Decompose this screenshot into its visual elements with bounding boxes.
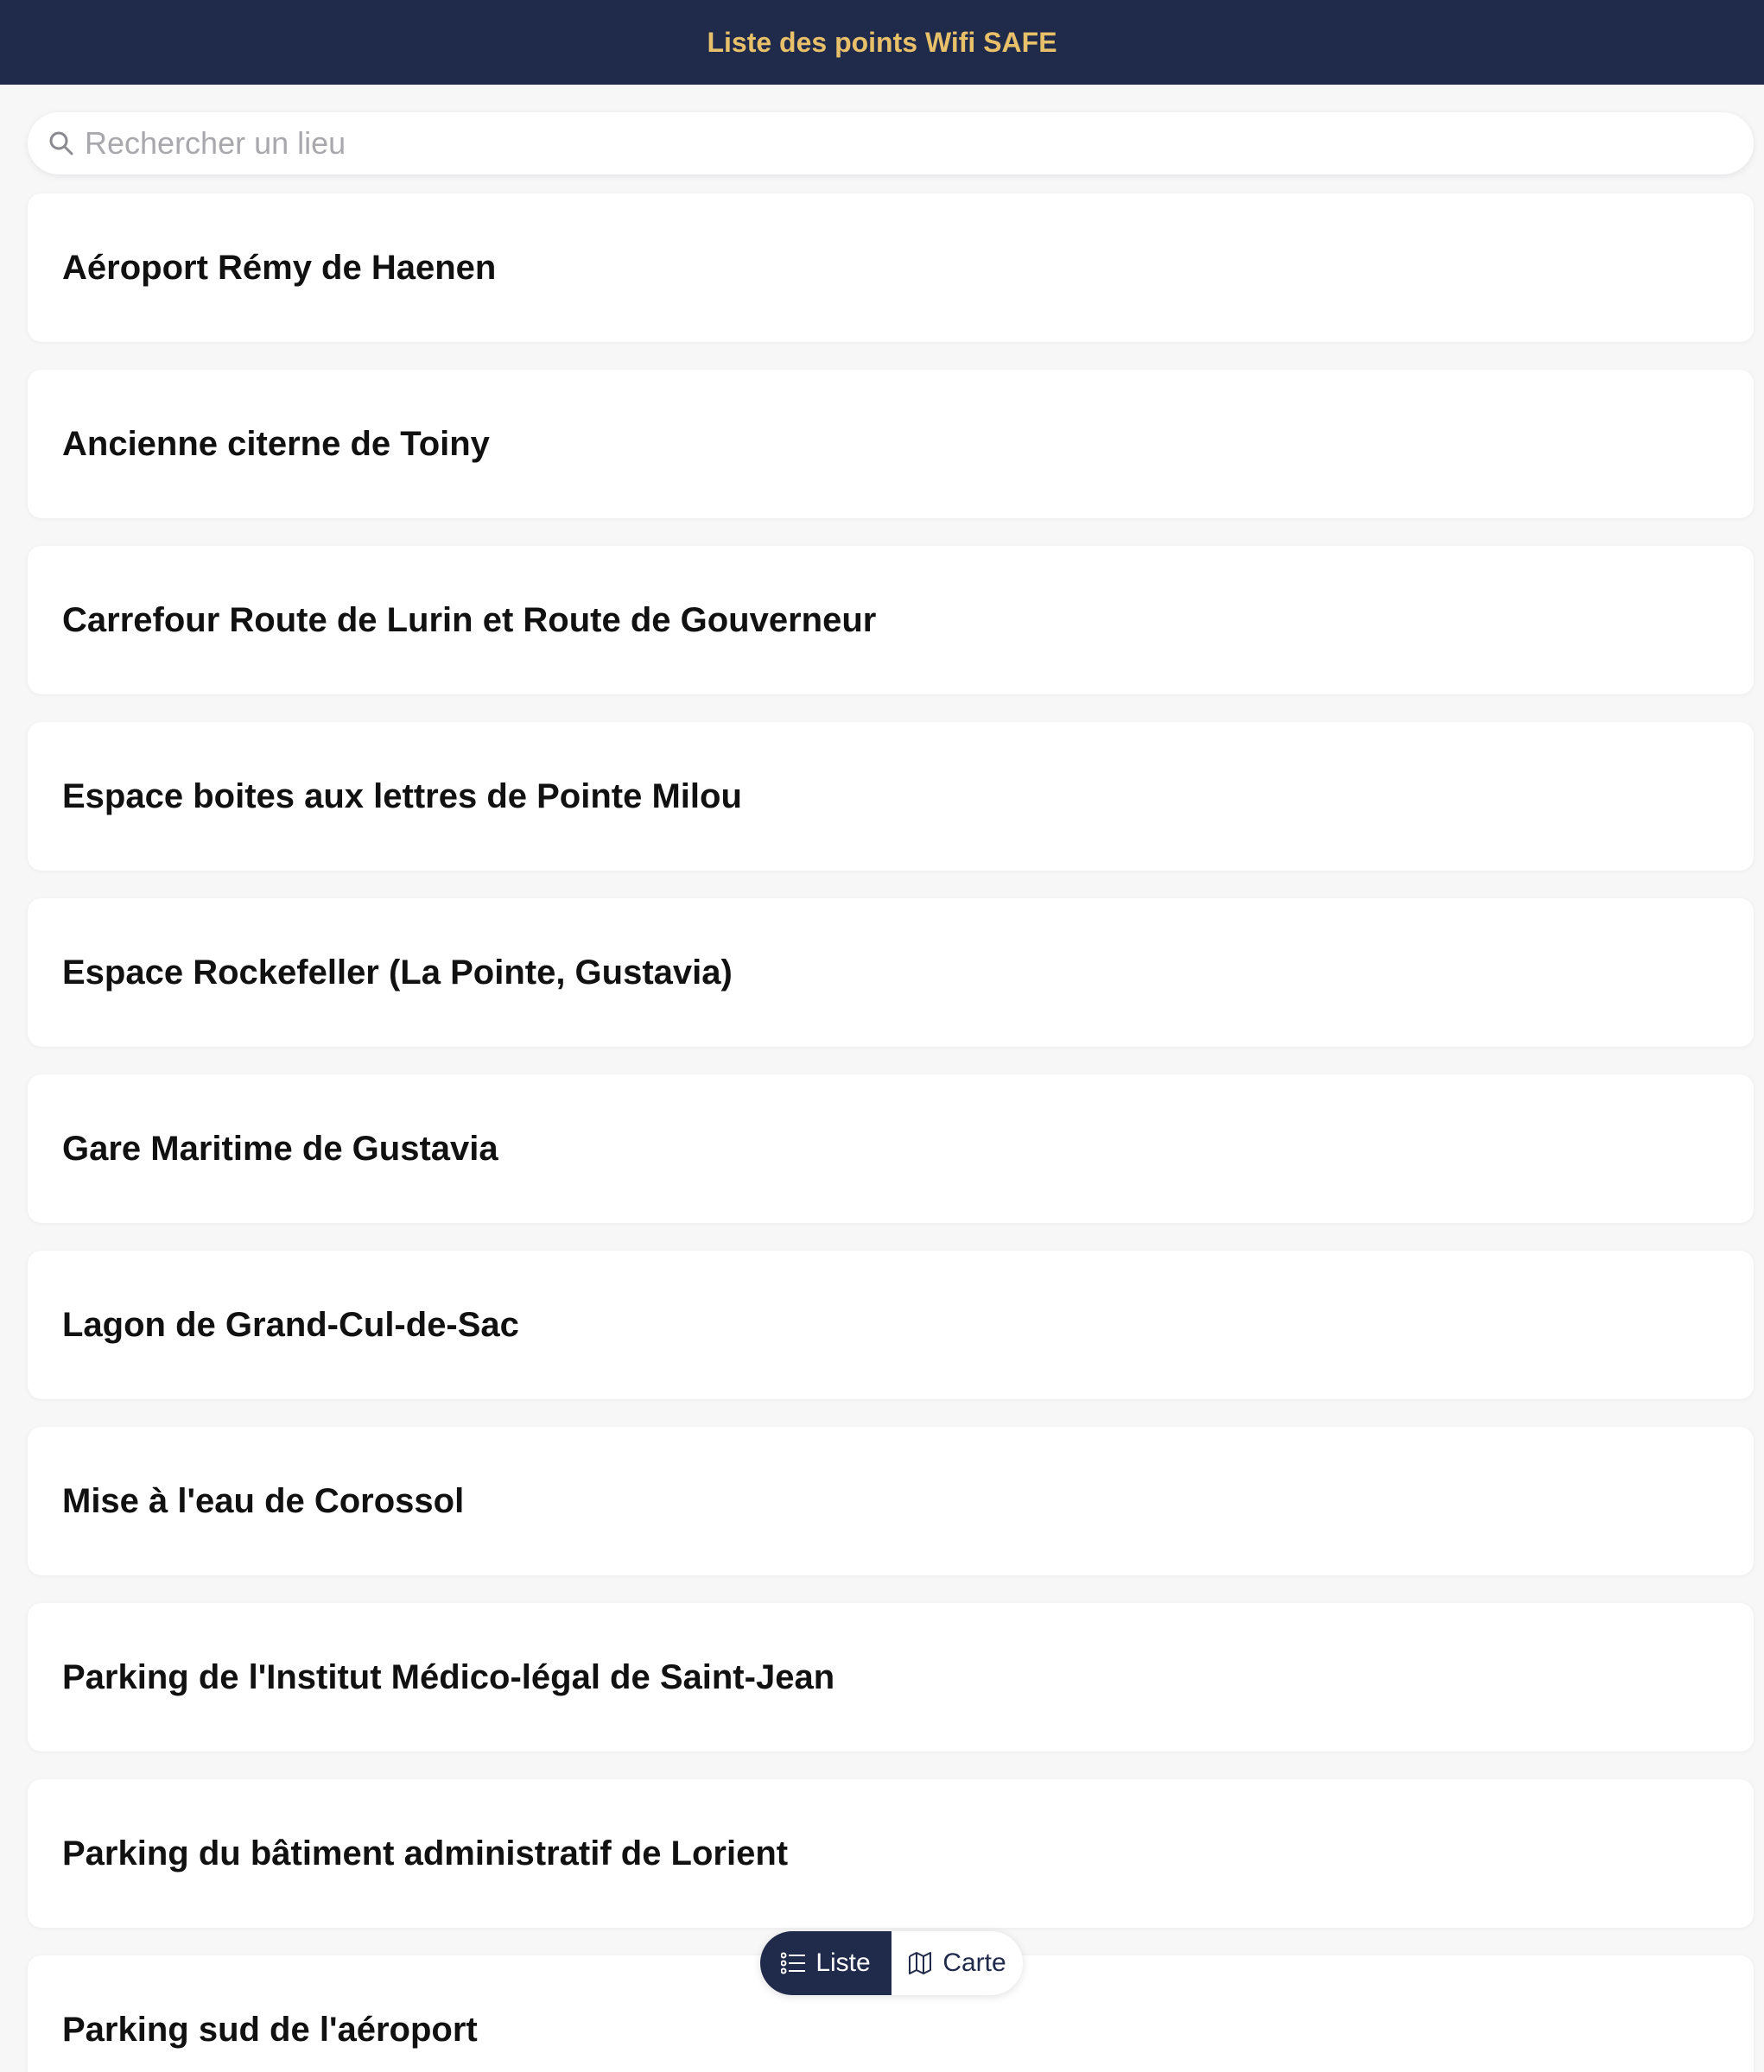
list-item[interactable] [28, 1427, 1754, 1575]
list-item-label: Parking de l'Institut Médico-légal de Saint-Jean [62, 1657, 835, 1696]
search-icon [47, 129, 76, 158]
list-item[interactable] [28, 898, 1754, 1047]
list-item[interactable] [28, 546, 1754, 694]
list-item-label: Ancienne citerne de Toiny [62, 424, 490, 463]
page-title: Liste des points Wifi SAFE [707, 26, 1057, 58]
map-icon [908, 1951, 934, 1975]
view-toggle [760, 1931, 1023, 1995]
search-bar[interactable] [28, 112, 1754, 174]
list-item-label: Aéroport Rémy de Haenen [62, 248, 497, 287]
list-item[interactable] [28, 193, 1754, 342]
map-view-button[interactable] [892, 1931, 1023, 1995]
list-icon [781, 1952, 807, 1974]
location-list [28, 193, 1754, 2072]
list-view-label: Liste [815, 1948, 871, 1977]
list-item-label: Espace boites aux lettres de Pointe Milou [62, 776, 742, 815]
list-item-label: Parking du bâtiment administratif de Lorient [62, 1834, 789, 1872]
list-item-label: Espace Rockefeller (La Pointe, Gustavia) [62, 953, 733, 992]
list-view-button[interactable] [760, 1931, 892, 1995]
list-item-label: Lagon de Grand-Cul-de-Sac [62, 1305, 519, 1344]
list-item[interactable] [28, 1074, 1754, 1223]
list-item-label: Parking sud de l'aéroport [62, 2010, 478, 2049]
list-item[interactable] [28, 1603, 1754, 1752]
list-item[interactable] [28, 1251, 1754, 1399]
list-item[interactable] [28, 370, 1754, 518]
app-header [0, 0, 1764, 85]
list-item-label: Mise à l'eau de Corossol [62, 1481, 465, 1520]
list-item-label: Carrefour Route de Lurin et Route de Gouverneur [62, 600, 877, 639]
map-view-label: Carte [942, 1948, 1006, 1977]
list-item[interactable] [28, 722, 1754, 871]
search-input[interactable] [85, 117, 1754, 169]
list-item-label: Gare Maritime de Gustavia [62, 1129, 498, 1168]
list-item[interactable] [28, 1779, 1754, 1928]
